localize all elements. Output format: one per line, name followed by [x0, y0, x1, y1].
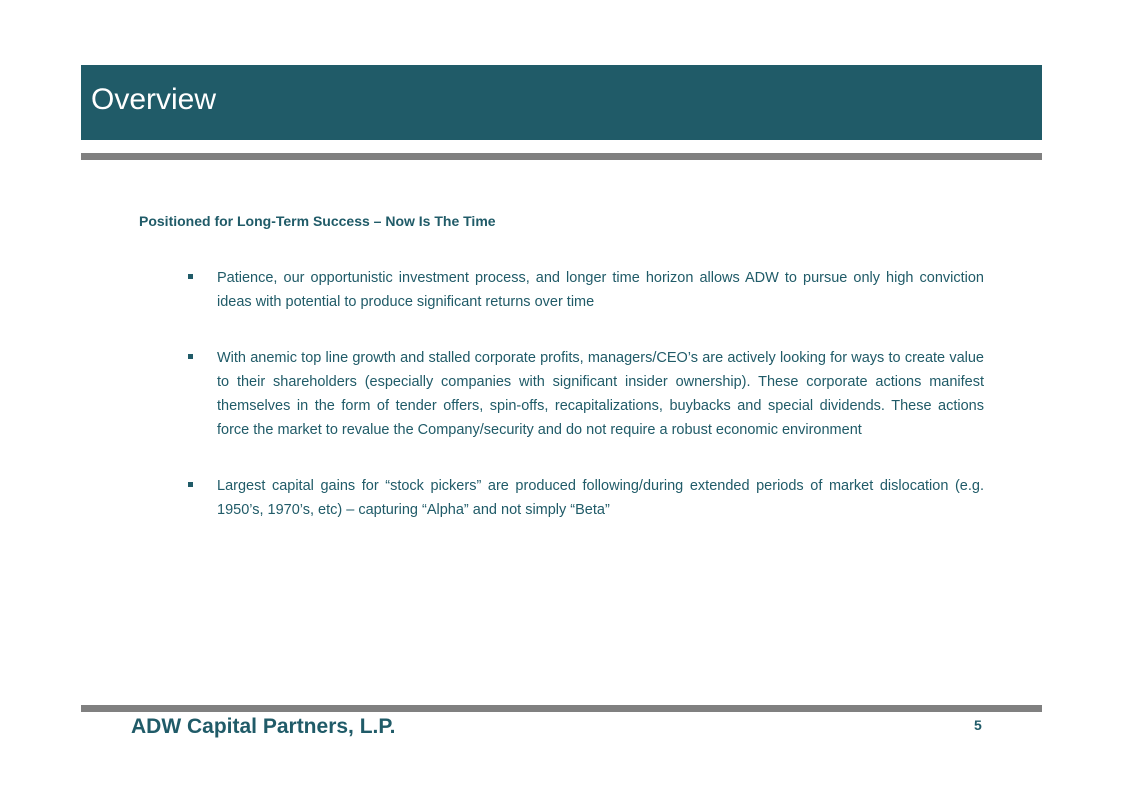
square-bullet-icon — [188, 274, 193, 279]
page-title: Overview — [91, 83, 217, 116]
square-bullet-icon — [188, 482, 193, 487]
bullet-text: Patience, our opportunistic investment process, and longer time horizon allows ADW to pursue only high conviction ideas with potential to produce significant returns over time — [217, 270, 984, 310]
title-banner — [81, 65, 1042, 140]
bullet-text: With anemic top line growth and stalled corporate profits, managers/CEO’s are actively looking for ways to create value to their shareholders (especially companies with significant insider ownership). These corporate actions manifest themselves in the form of tender offers, spin-offs, recapitalizations, buybacks and special dividends. These actions force the market to revalue the Company/security and do not require a robust economic environment — [217, 350, 984, 438]
bullet-text: Largest capital gains for “stock pickers” are produced following/during extended periods of market dislocation (e.g. 1950’s, 1970’s, etc) – capturing “Alpha” and not simply “Beta” — [217, 478, 984, 518]
list-item — [186, 266, 984, 314]
bullet-list — [186, 266, 984, 554]
list-item — [186, 346, 984, 442]
section-subheading: Positioned for Long-Term Success – Now Is The Time — [139, 213, 496, 229]
square-bullet-icon — [188, 354, 193, 359]
list-item — [186, 474, 984, 522]
footer-company-name: ADW Capital Partners, L.P. — [131, 715, 396, 738]
footer-divider — [81, 705, 1042, 712]
page-number: 5 — [974, 717, 982, 733]
header-divider — [81, 153, 1042, 160]
